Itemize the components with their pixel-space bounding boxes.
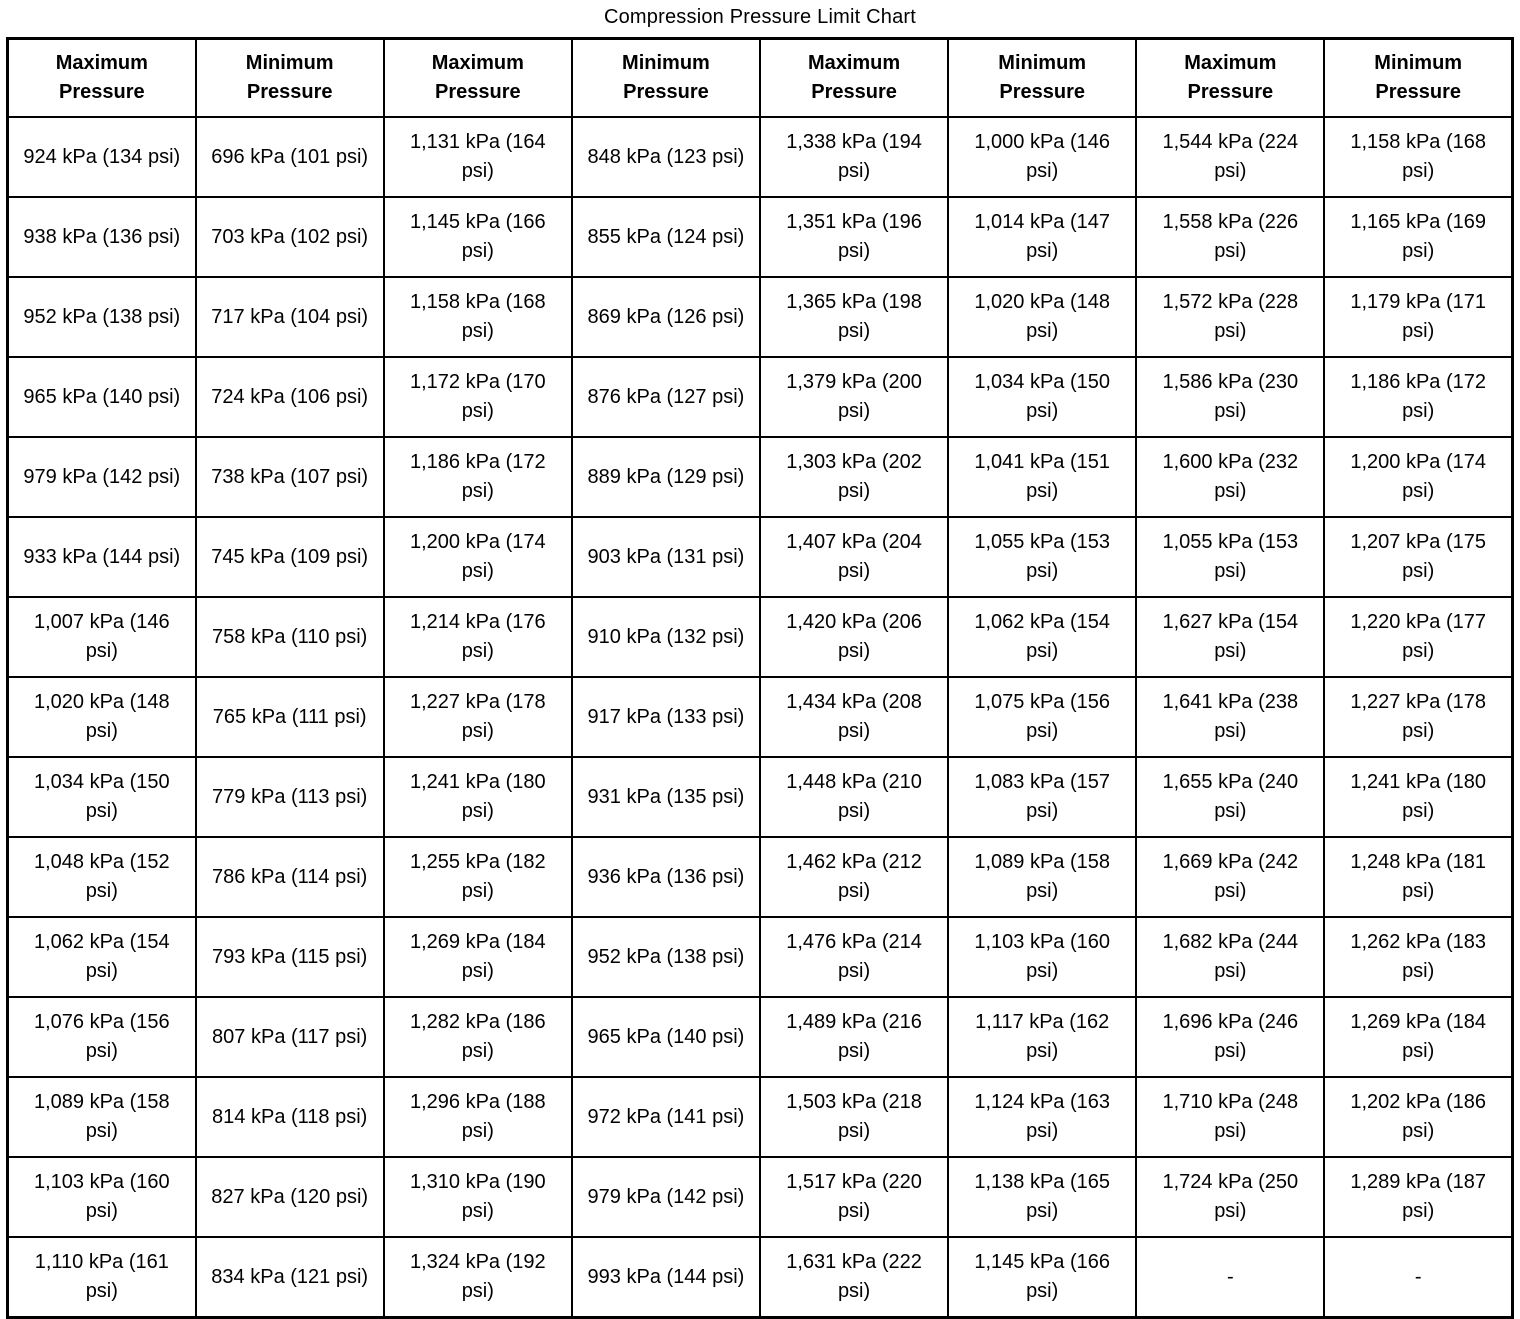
table-cell: 1,269 kPa (184 psi) [1324,997,1512,1077]
column-header: Maximum Pressure [8,39,196,118]
table-cell: 1,248 kPa (181 psi) [1324,837,1512,917]
table-cell: 876 kPa (127 psi) [572,357,760,437]
table-cell: 1,145 kPa (166 psi) [384,197,572,277]
table-cell: 979 kPa (142 psi) [8,437,196,517]
table-cell: 1,145 kPa (166 psi) [948,1237,1136,1318]
table-cell: 1,041 kPa (151 psi) [948,437,1136,517]
table-cell: 1,434 kPa (208 psi) [760,677,948,757]
table-cell: 1,338 kPa (194 psi) [760,117,948,197]
table-cell: 1,062 kPa (154 psi) [8,917,196,997]
table-cell: - [1324,1237,1512,1318]
table-cell: 1,641 kPa (238 psi) [1136,677,1324,757]
table-cell: 1,110 kPa (161 psi) [8,1237,196,1318]
table-cell: 965 kPa (140 psi) [8,357,196,437]
table-cell: 1,200 kPa (174 psi) [1324,437,1512,517]
table-cell: 1,007 kPa (146 psi) [8,597,196,677]
table-cell: 1,448 kPa (210 psi) [760,757,948,837]
table-cell: 1,682 kPa (244 psi) [1136,917,1324,997]
table-cell: 1,255 kPa (182 psi) [384,837,572,917]
table-cell: 1,724 kPa (250 psi) [1136,1157,1324,1237]
table-cell: 1,172 kPa (170 psi) [384,357,572,437]
table-cell: 1,124 kPa (163 psi) [948,1077,1136,1157]
table-cell: 827 kPa (120 psi) [196,1157,384,1237]
table-cell: 724 kPa (106 psi) [196,357,384,437]
table-cell: 924 kPa (134 psi) [8,117,196,197]
table-cell: 993 kPa (144 psi) [572,1237,760,1318]
table-cell: 1,089 kPa (158 psi) [948,837,1136,917]
table-cell: 1,089 kPa (158 psi) [8,1077,196,1157]
table-row [8,277,1513,357]
table-cell: 1,227 kPa (178 psi) [1324,677,1512,757]
table-cell: 1,262 kPa (183 psi) [1324,917,1512,997]
header-row [8,39,1513,118]
table-cell: 869 kPa (126 psi) [572,277,760,357]
table-row [8,1077,1513,1157]
table-header [8,39,1513,118]
table-cell: 717 kPa (104 psi) [196,277,384,357]
table-cell: 889 kPa (129 psi) [572,437,760,517]
table-cell: 1,076 kPa (156 psi) [8,997,196,1077]
table-cell: 1,000 kPa (146 psi) [948,117,1136,197]
table-cell: 965 kPa (140 psi) [572,997,760,1077]
table-cell: 1,034 kPa (150 psi) [8,757,196,837]
table-cell: 745 kPa (109 psi) [196,517,384,597]
table-cell: 1,351 kPa (196 psi) [760,197,948,277]
table-cell: 1,103 kPa (160 psi) [8,1157,196,1237]
column-header: Maximum Pressure [760,39,948,118]
table-cell: 1,014 kPa (147 psi) [948,197,1136,277]
table-cell: 972 kPa (141 psi) [572,1077,760,1157]
table-cell: 1,055 kPa (153 psi) [948,517,1136,597]
table-cell: 1,462 kPa (212 psi) [760,837,948,917]
table-cell: - [1136,1237,1324,1318]
table-row [8,757,1513,837]
table-cell: 1,379 kPa (200 psi) [760,357,948,437]
table-cell: 1,075 kPa (156 psi) [948,677,1136,757]
table-cell: 1,158 kPa (168 psi) [384,277,572,357]
table-cell: 1,269 kPa (184 psi) [384,917,572,997]
table-cell: 1,489 kPa (216 psi) [760,997,948,1077]
table-cell: 931 kPa (135 psi) [572,757,760,837]
table-row [8,357,1513,437]
table-cell: 1,241 kPa (180 psi) [1324,757,1512,837]
table-cell: 1,303 kPa (202 psi) [760,437,948,517]
column-header: Maximum Pressure [384,39,572,118]
table-cell: 1,296 kPa (188 psi) [384,1077,572,1157]
table-cell: 1,289 kPa (187 psi) [1324,1157,1512,1237]
table-cell: 1,476 kPa (214 psi) [760,917,948,997]
table-cell: 1,186 kPa (172 psi) [384,437,572,517]
table-cell: 807 kPa (117 psi) [196,997,384,1077]
table-cell: 1,117 kPa (162 psi) [948,997,1136,1077]
table-cell: 1,055 kPa (153 psi) [1136,517,1324,597]
table-cell: 758 kPa (110 psi) [196,597,384,677]
table-cell: 1,655 kPa (240 psi) [1136,757,1324,837]
table-cell: 1,310 kPa (190 psi) [384,1157,572,1237]
table-cell: 1,365 kPa (198 psi) [760,277,948,357]
table-cell: 1,034 kPa (150 psi) [948,357,1136,437]
table-row [8,917,1513,997]
table-row [8,1237,1513,1318]
table-cell: 1,220 kPa (177 psi) [1324,597,1512,677]
table-row [8,1157,1513,1237]
column-header: Minimum Pressure [572,39,760,118]
table-cell: 1,020 kPa (148 psi) [8,677,196,757]
pressure-table [6,37,1514,1319]
table-cell: 1,517 kPa (220 psi) [760,1157,948,1237]
table-cell: 1,558 kPa (226 psi) [1136,197,1324,277]
table-body [8,117,1513,1318]
table-cell: 1,544 kPa (224 psi) [1136,117,1324,197]
table-cell: 903 kPa (131 psi) [572,517,760,597]
table-cell: 952 kPa (138 psi) [8,277,196,357]
table-cell: 786 kPa (114 psi) [196,837,384,917]
table-cell: 1,048 kPa (152 psi) [8,837,196,917]
column-header: Minimum Pressure [196,39,384,118]
table-cell: 1,131 kPa (164 psi) [384,117,572,197]
table-cell: 1,503 kPa (218 psi) [760,1077,948,1157]
table-cell: 1,202 kPa (186 psi) [1324,1077,1512,1157]
table-row [8,437,1513,517]
column-header: Maximum Pressure [1136,39,1324,118]
table-cell: 765 kPa (111 psi) [196,677,384,757]
table-cell: 1,586 kPa (230 psi) [1136,357,1324,437]
table-cell: 917 kPa (133 psi) [572,677,760,757]
column-header: Minimum Pressure [948,39,1136,118]
table-cell: 1,631 kPa (222 psi) [760,1237,948,1318]
table-cell: 1,214 kPa (176 psi) [384,597,572,677]
table-cell: 1,600 kPa (232 psi) [1136,437,1324,517]
table-cell: 1,179 kPa (171 psi) [1324,277,1512,357]
table-cell: 1,572 kPa (228 psi) [1136,277,1324,357]
table-cell: 1,020 kPa (148 psi) [948,277,1136,357]
table-row [8,597,1513,677]
table-cell: 1,103 kPa (160 psi) [948,917,1136,997]
table-cell: 1,165 kPa (169 psi) [1324,197,1512,277]
table-cell: 1,324 kPa (192 psi) [384,1237,572,1318]
table-cell: 848 kPa (123 psi) [572,117,760,197]
table-row [8,997,1513,1077]
table-cell: 1,696 kPa (246 psi) [1136,997,1324,1077]
table-row [8,677,1513,757]
table-cell: 1,407 kPa (204 psi) [760,517,948,597]
page-title: Compression Pressure Limit Chart [603,6,917,28]
table-cell: 814 kPa (118 psi) [196,1077,384,1157]
table-row [8,117,1513,197]
table-row [8,517,1513,597]
table-cell: 696 kPa (101 psi) [196,117,384,197]
table-row [8,837,1513,917]
table-cell: 979 kPa (142 psi) [572,1157,760,1237]
table-cell: 855 kPa (124 psi) [572,197,760,277]
table-cell: 1,669 kPa (242 psi) [1136,837,1324,917]
table-cell: 910 kPa (132 psi) [572,597,760,677]
table-cell: 1,186 kPa (172 psi) [1324,357,1512,437]
table-cell: 793 kPa (115 psi) [196,917,384,997]
table-cell: 1,062 kPa (154 psi) [948,597,1136,677]
table-cell: 703 kPa (102 psi) [196,197,384,277]
table-cell: 1,138 kPa (165 psi) [948,1157,1136,1237]
table-cell: 1,241 kPa (180 psi) [384,757,572,837]
table-cell: 1,710 kPa (248 psi) [1136,1077,1324,1157]
table-cell: 1,200 kPa (174 psi) [384,517,572,597]
table-cell: 933 kPa (144 psi) [8,517,196,597]
table-cell: 938 kPa (136 psi) [8,197,196,277]
table-cell: 952 kPa (138 psi) [572,917,760,997]
table-cell: 779 kPa (113 psi) [196,757,384,837]
table-cell: 1,420 kPa (206 psi) [760,597,948,677]
table-cell: 1,282 kPa (186 psi) [384,997,572,1077]
table-row [8,197,1513,277]
table-cell: 1,207 kPa (175 psi) [1324,517,1512,597]
table-cell: 1,158 kPa (168 psi) [1324,117,1512,197]
table-cell: 1,227 kPa (178 psi) [384,677,572,757]
table-cell: 834 kPa (121 psi) [196,1237,384,1318]
table-cell: 1,627 kPa (154 psi) [1136,597,1324,677]
column-header: Minimum Pressure [1324,39,1512,118]
table-cell: 936 kPa (136 psi) [572,837,760,917]
table-cell: 738 kPa (107 psi) [196,437,384,517]
table-cell: 1,083 kPa (157 psi) [948,757,1136,837]
